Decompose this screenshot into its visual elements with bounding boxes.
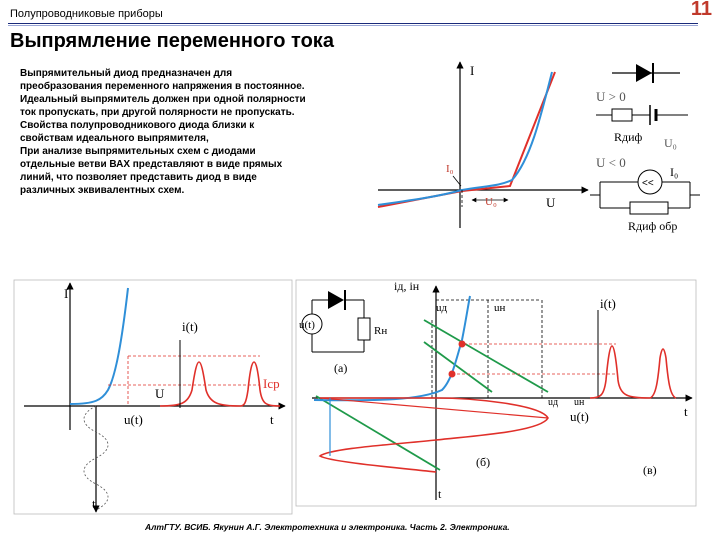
left-avg-label: Icp [263,376,280,391]
paragraph-line: Выпрямительный диод предназначен для [20,68,233,79]
vac-plot [378,62,588,228]
left-time-label-bottom: t [92,496,96,511]
reverse-condition: U < 0 [596,155,626,170]
right-y-label: iд, iн [394,279,420,293]
circuit-resistor-label: Rн [374,325,388,337]
diode-icon [636,64,652,82]
circuit-resistor-icon [358,318,370,340]
vac-i0-label: I₀ [446,163,454,175]
forward-resistor-icon [612,109,632,121]
reverse-resistor-icon [630,202,668,214]
vac-y-label: I [470,63,475,78]
right-u-label: u(t) [570,409,589,424]
paragraph-line: Идеальный выпрямитель должен при одной полярности [20,94,306,105]
section-label: Полупроводниковые приборы [10,8,163,20]
paragraph-line: преобразования переменного напряжения в постоянное. [20,81,305,92]
paragraph-line: отдельные ветви ВАХ представляют в виде прямых [20,159,283,170]
paragraph-line: Свойства полупроводникового диода близки к [20,120,255,131]
svg-text:<<: << [642,178,654,189]
left-voltage-axis-label: U [155,386,165,401]
right-ud-label: uд [436,302,448,314]
left-y-label: I [64,286,69,301]
right-time-label: t [684,404,688,419]
right-current-label: i(t) [600,296,616,311]
vac-real-curve [378,72,552,205]
caption-a: (а) [334,361,348,375]
left-vac-curve [70,288,128,404]
reverse-source-label: I₀ [670,165,679,179]
equivalent-circuits [590,63,700,233]
paragraph-line: линий, что позволяет представить диод в виде [20,172,257,183]
caption-c: (в) [643,463,657,477]
right-plot [296,279,696,506]
left-current-label: i(t) [182,319,198,334]
right-sine-chord [320,398,548,418]
page-title: Выпрямление переменного тока [10,30,334,52]
paragraph-line: различных эквивалентных схем. [20,185,185,196]
right-un-label: uн [494,302,506,314]
right-time-label-bottom: t [438,487,442,501]
page-number: 11 [690,0,712,20]
reverse-resistor-label: Rдиф обр [628,219,678,233]
paragraph-line: ток пропускать, при другой полярности не пропускать. [20,107,295,118]
vac-linear-model-line [378,72,555,207]
forward-condition: U > 0 [596,89,626,104]
right-un-axis: uн [574,397,585,408]
circuit-source-label: u(t) [299,319,315,331]
right-ud-axis: uд [548,397,559,408]
paragraph-line: свойствам идеального выпрямителя, [20,133,209,144]
paragraph-line: При анализе выпрямительных схем с диодами [20,146,256,157]
circuit-diode-icon [328,291,344,309]
left-plot [14,280,292,514]
footer-text: АлтГТУ. ВСИБ. Якунин А.Г. Электротехника и электроника. Часть 2. Электроника. [145,522,510,532]
right-input-sine [320,398,548,472]
left-output-pulses [160,362,280,406]
forward-source-label: U₀ [664,136,677,150]
left-voltage-label: u(t) [124,412,143,427]
right-output-pulses [590,346,676,398]
caption-b: (б) [476,455,491,469]
load-line-2 [424,342,492,392]
left-time-label: t [270,412,274,427]
forward-resistor-label: Rдиф [614,130,643,144]
vac-x-label: U [546,195,556,210]
vac-u0-label: U₀ [485,196,497,208]
